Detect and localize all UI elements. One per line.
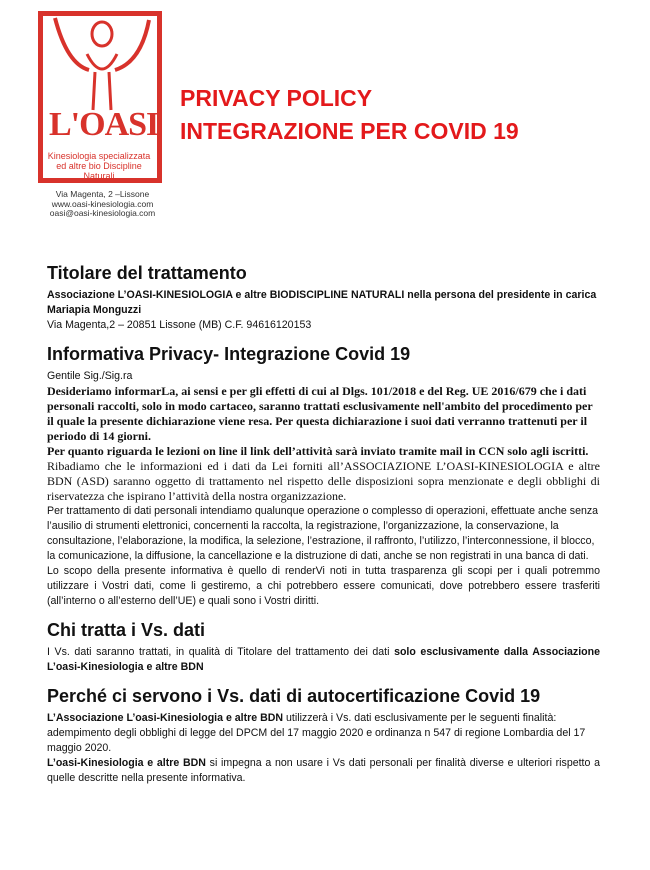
greeting: Gentile Sig./Sig.ra [47, 370, 133, 382]
logo-wordmark: L'OASI [49, 106, 159, 143]
title-line-1: PRIVACY POLICY [180, 85, 373, 111]
perche-line-2: adempimento degli obblighi di legge del DPCM del 17 maggio 2020 e ordinanza n 547 di regione Lombardia del 17 maggio 2020. [47, 727, 586, 754]
logo-website: www.oasi-kinesiologia.com [51, 198, 154, 209]
logo-contacts [35, 190, 170, 219]
spacer [47, 333, 600, 343]
page-title [180, 82, 519, 148]
informativa-para-2: Per quanto riguarda le lezioni on line il link dell’attività sarà inviato tramite mail in CCN solo agli iscritti. [47, 444, 589, 458]
section-heading: Informativa Privacy- Integrazione Covid 19 [47, 344, 411, 364]
section-heading: Titolare del trattamento [47, 263, 247, 283]
titolare-association: Associazione L’OASI-KINESIOLOGIA e altre BIODISCIPLINE NATURALI nella persona del presidente in carica Mariapia Monguzzi [47, 289, 597, 316]
perche-line-3-bold: L’oasi-Kinesiologia e altre BDN [47, 757, 206, 769]
section-chi-tratta [47, 619, 600, 675]
logo-subtitle: Kinesiologia specializzata ed altre bio Discipline Naturali [47, 151, 151, 181]
informativa-para-1: Desideriamo informarLa, ai sensi e per gli effetti di cui al Dlgs. 101/2018 e del Reg. UE 2016/679 che i dati personali raccolti, solo in modo cartaceo, saranno trattati esclusivamente nell'ambito del procedimento per il quale la presente dichiarazione viene resa. Per questa dichiarazione i suoi dati verranno trattenuti per il periodo di 14 giorni. [47, 384, 593, 443]
spacer [47, 609, 600, 619]
document-body [47, 262, 600, 786]
chi-tratta-text [47, 645, 600, 675]
perche-line-3 [47, 756, 600, 786]
section-heading: Perché ci servono i Vs. dati di autocertificazione Covid 19 [47, 686, 541, 706]
chi-tratta-bold: solo esclusivamente dalla Associazione L’oasi-Kinesiologia e altre BDN [47, 646, 600, 673]
section-perche [47, 685, 600, 786]
informativa-para-3: Ribadiamo che le informazioni ed i dati da Lei forniti all’ASSOCIAZIONE L’OASI-KINESIOLOGIA e altre BDN (ASD) saranno oggetto di trattamento nel rispetto delle disposizioni sopra menzionate e degli obblighi di riservatezza che ispirano l’attività della nostra organizzazione. [47, 459, 600, 503]
logo-address: Via Magenta, 2 –Lissone [55, 189, 150, 199]
section-titolare [47, 262, 600, 333]
spacer [47, 675, 600, 685]
perche-line-3-rest: si impegna a non usare i Vs dati personali per finalità diverse e ulteriori rispetto a quelle descritte nella presente informativa. [47, 757, 601, 784]
informativa-para-4: Per trattamento di dati personali intendiamo qualunque operazione o complesso di operazioni, effettuate anche senza l’ausilio di strumenti elettronici, concernenti la raccolta, la registrazione, l’organizzazione, la conservazione, la consultazione, l’elaborazione, la modifica, la selezione, l’estrazione, il raffronto, l’utilizzo, l’interconnessione, il blocco, la comunicazione, la diffusione, la cancellazione e la distruzione di dati, anche se non registrati in una banca di dati. [47, 505, 599, 562]
chi-tratta-plain: I Vs. dati saranno trattati, in qualità di Titolare del trattamento dei dati [47, 646, 395, 658]
informativa-para-5: Lo scopo della presente informativa è quello di renderVi noti in tutta trasparenza gli scopi per i quali potremmo utilizzare i Vostri dati, come li gestiremo, a chi potrebbero essere comunicati, dove potrebbero essere trasferiti (all’interno o all’esterno dell’UE) e quali sono i Vostri diritti. [47, 565, 600, 607]
perche-line-1-rest: utilizzerà i Vs. dati esclusivamente per le seguenti finalità: [283, 712, 557, 724]
title-line-2: INTEGRAZIONE PER COVID 19 [180, 118, 519, 144]
perche-line-1-bold: L’Associazione L’oasi-Kinesiologia e altre BDN [47, 712, 284, 724]
titolare-address: Via Magenta,2 – 20851 Lissone (MB) C.F. 94616120153 [47, 319, 312, 331]
section-informativa [47, 343, 600, 609]
logo-figure-icon [45, 14, 159, 114]
perche-line-1 [47, 711, 600, 726]
logo-email: oasi@oasi-kinesiologia.com [49, 208, 156, 218]
section-heading: Chi tratta i Vs. dati [47, 620, 206, 640]
